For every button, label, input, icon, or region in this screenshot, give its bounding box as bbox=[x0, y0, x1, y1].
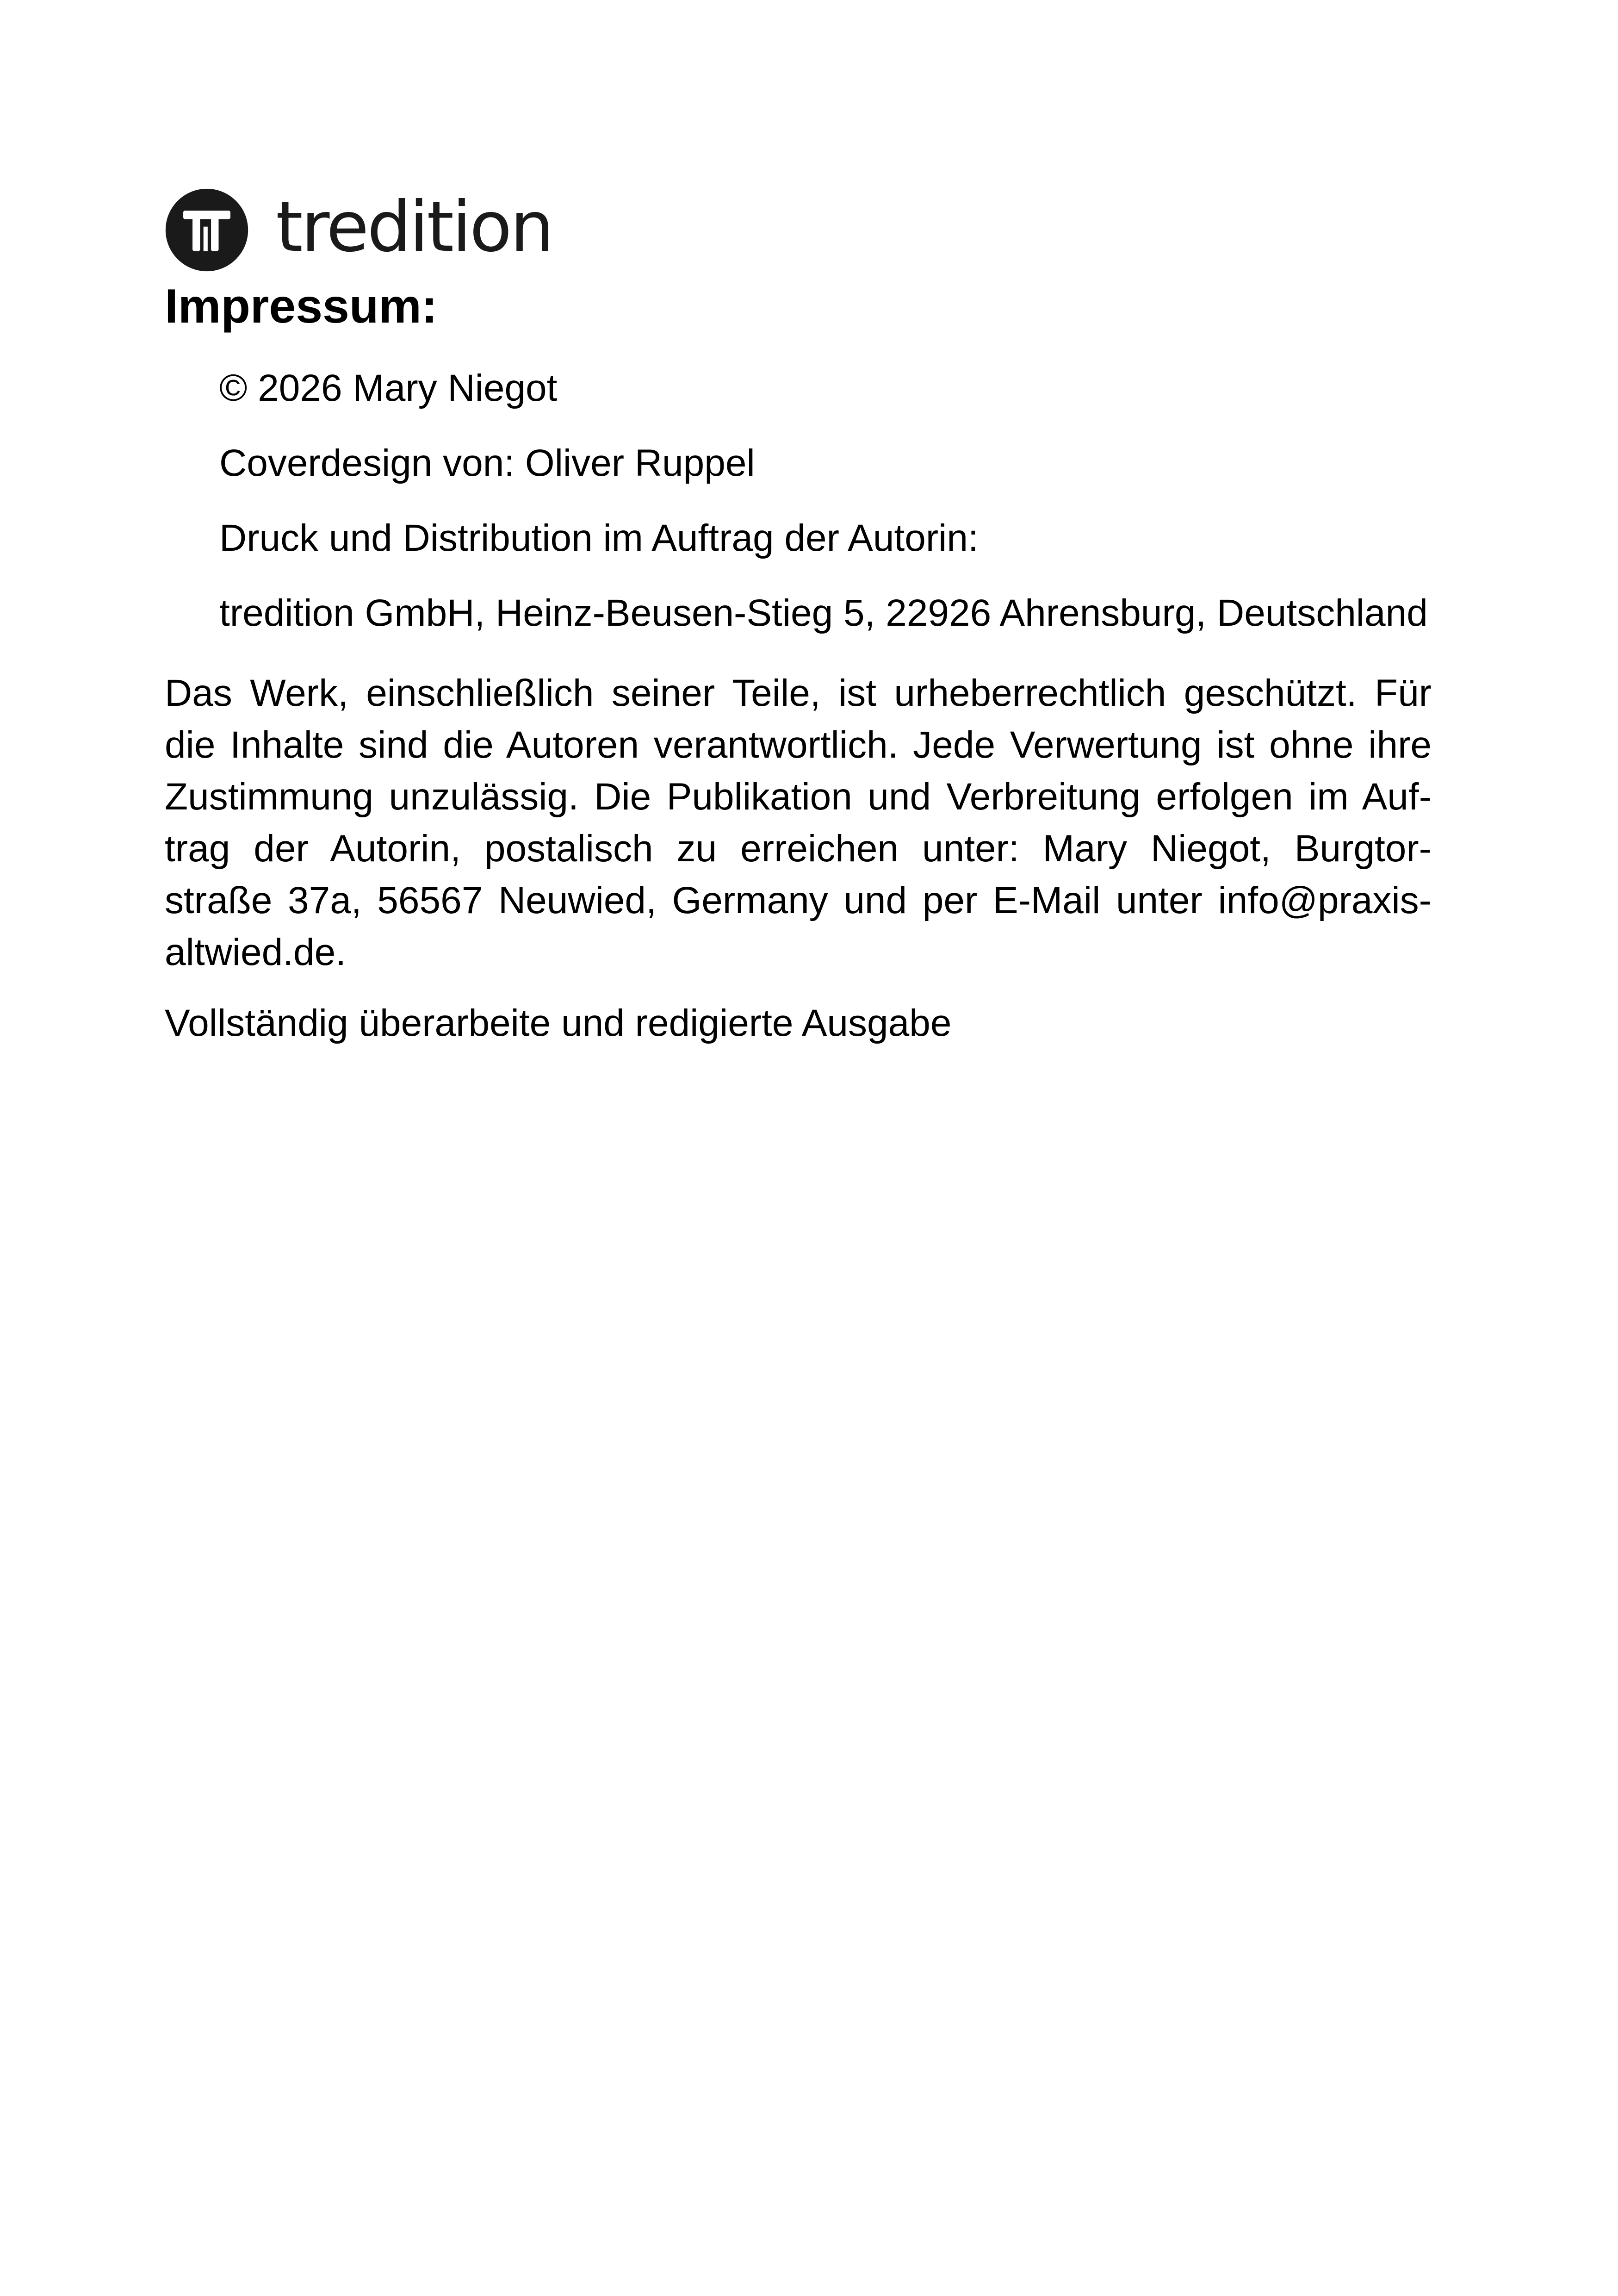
paragraph-line: trag der Autorin, postalisch zu erreichen unter: Mary Niegot, Burgtor- bbox=[165, 828, 1432, 870]
tredition-logo-icon bbox=[165, 188, 249, 272]
distribution-line: Druck und Distribution im Auftrag der Autorin: bbox=[219, 517, 979, 559]
legal-paragraph bbox=[165, 667, 1432, 978]
paragraph-line: die Inhalte sind die Autoren verantwortlich. Jede Verwertung ist ohne ihre bbox=[165, 724, 1432, 766]
copyright-line: © 2026 Mary Niegot bbox=[219, 367, 558, 409]
paragraph-line: Das Werk, einschließlich seiner Teile, ist urheberrechtlich geschützt. Für bbox=[165, 672, 1432, 714]
edition-note: Vollständig überarbeite und redigierte Ausgabe bbox=[165, 1002, 952, 1044]
publisher-address-line: tredition GmbH, Heinz-Beusen-Stieg 5, 22926 Ahrensburg, Deutschland bbox=[219, 592, 1428, 634]
logo-wordmark: tredition bbox=[276, 187, 552, 268]
paragraph-line: altwied.de. bbox=[165, 931, 347, 973]
publisher-logo bbox=[165, 186, 552, 274]
cover-design-line: Coverdesign von: Oliver Ruppel bbox=[219, 442, 755, 484]
paragraph-line: Zustimmung unzulässig. Die Publikation und Verbreitung erfolgen im Auf- bbox=[165, 776, 1432, 818]
paragraph-line: straße 37a, 56567 Neuwied, Germany und per E-Mail unter info@praxis- bbox=[165, 879, 1432, 921]
page-title: Impressum: bbox=[165, 280, 438, 333]
